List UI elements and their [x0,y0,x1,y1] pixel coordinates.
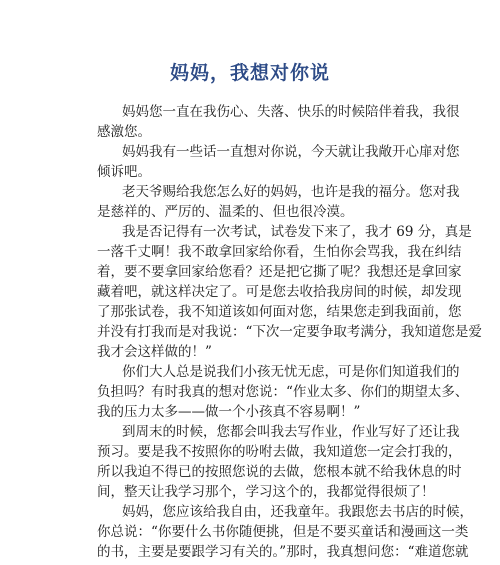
text-line: 你们大人总是说我们小孩无忧无虑，可是你们知道我们的 [122,364,460,380]
text-line: 是慈祥的、严厉的、温柔的、但也很冷漠。 [97,204,354,220]
text-line: 到周末的时候，您都会叫我去写作业，作业写好了还让我 [122,424,460,440]
text-line: 我的压力太多——做一个小孩真不容易啊！” [97,404,361,420]
text-line: 着，要不要拿回家给您看？还是把它撕了呢？我想还是拿回家 [97,264,462,280]
text-line: 藏着吧，就这样决定了。可是您去收拾我房间的时候，却发现 [97,284,462,300]
text-line: 妈妈我有一些话一直想对你说，今天就让我敞开心扉对您 [122,144,460,160]
text-line: 的书，主要是要跟学习有关的。”那时，我真想问您：“难道您就 [97,544,469,560]
text-line: 我是否记得有一次考试，试卷发下来了，我才 69 分，真是 [122,224,472,240]
text-line: 倾诉吧。 [97,164,151,180]
text-line: 了那张试卷，我不知道该如何面对您，结果您走到我面前，您 [97,304,462,320]
text-line: 你总说：“你要什么书你随便挑，但是不要买童话和漫画这一类 [97,524,469,540]
text-line: 感激您。 [97,124,151,140]
text-line: 负担吗？有时我真的想对您说：“作业太多、你们的期望太多、 [97,384,469,400]
text-line: 预习。要是我不按照你的吩咐去做，我知道您一定会打我的， [97,444,462,460]
text-line: 并没有打我而是对我说：“下次一定要争取考满分，我知道您是爱 [97,324,482,340]
page-title: 妈妈，我想对你说 [169,62,330,84]
text-line: 妈妈您一直在我伤心、失落、快乐的时候陪伴着我，我很 [122,104,460,120]
text-line: 间，整天让我学习那个，学习这个的，我都觉得很烦了！ [97,484,435,500]
text-line: 妈妈，您应该给我自由，还我童年。我跟您去书店的时候， [122,504,473,520]
text-line: 老天爷赐给我您怎么好的妈妈，也许是我的福分。您对我 [122,184,460,200]
text-line: 一落千丈啊！我不敢拿回家给你看，生怕你会骂我，我在纠结 [97,244,462,260]
text-line: 我才会这样做的！” [97,344,212,360]
text-line: 所以我迫不得已的按照您说的去做，您根本就不给我休息的时 [97,464,462,480]
